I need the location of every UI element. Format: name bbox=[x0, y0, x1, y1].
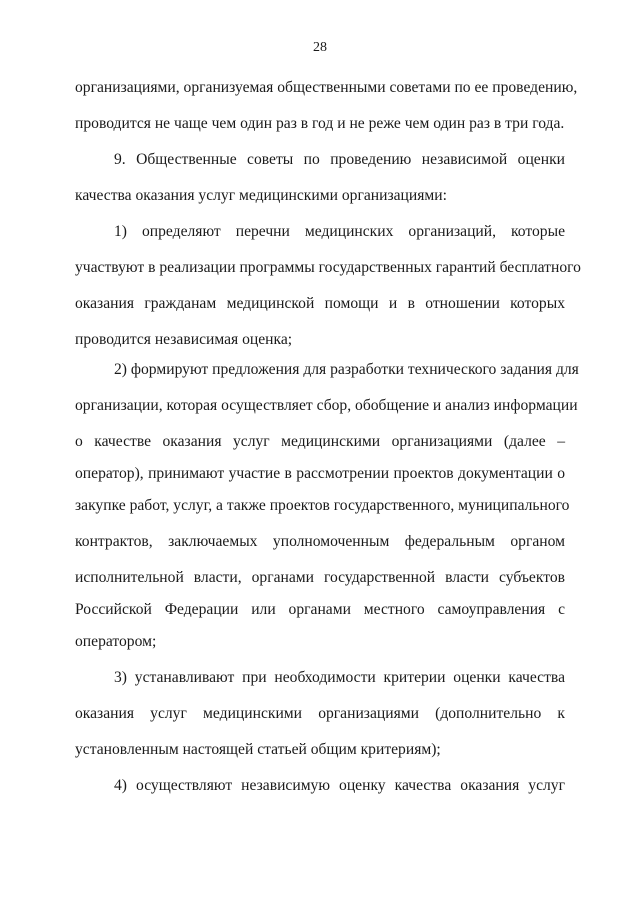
text-line: проводится независимая оценка; bbox=[75, 331, 293, 348]
text-line: оказания гражданам медицинской помощи и в отношении которых bbox=[75, 295, 565, 312]
text-line: 1) определяют перечни медицинских организаций, которые bbox=[114, 223, 565, 240]
text-line: организации, которая осуществляет сбор, обобщение и анализ информации bbox=[75, 397, 578, 414]
text-line: 2) формируют предложения для разработки технического задания для bbox=[114, 361, 579, 378]
text-line: проводится не чаще чем один раз в год и не реже чем один раз в три года. bbox=[75, 115, 565, 132]
text-line: 3) устанавливают при необходимости критерии оценки качества bbox=[114, 669, 565, 686]
text-line: о качестве оказания услуг медицинскими организациями (далее – bbox=[75, 433, 565, 450]
text-line: оператор), принимают участие в рассмотрении проектов документации о bbox=[75, 465, 565, 482]
text-line: Российской Федерации или органами местного самоуправления с bbox=[75, 601, 565, 618]
text-line: оператором; bbox=[75, 633, 157, 650]
text-line: 4) осуществляют независимую оценку качества оказания услуг bbox=[114, 777, 565, 794]
page-number: 28 bbox=[313, 40, 327, 55]
text-line: исполнительной власти, органами государственной власти субъектов bbox=[75, 569, 565, 586]
text-line: качества оказания услуг медицинскими организациями: bbox=[75, 187, 447, 204]
text-line: участвуют в реализации программы государственных гарантий бесплатного bbox=[75, 259, 581, 276]
text-line: оказания услуг медицинскими организациями (дополнительно к bbox=[75, 705, 565, 722]
text-line: 9. Общественные советы по проведению независимой оценки bbox=[114, 151, 565, 168]
text-line: организациями, организуемая общественными советами по ее проведению, bbox=[75, 79, 578, 96]
text-line: контрактов, заключаемых уполномоченным федеральным органом bbox=[75, 533, 565, 550]
text-line: установленным настоящей статьей общим критериям); bbox=[75, 741, 441, 758]
text-line: закупке работ, услуг, а также проектов государственного, муниципального bbox=[75, 497, 570, 514]
